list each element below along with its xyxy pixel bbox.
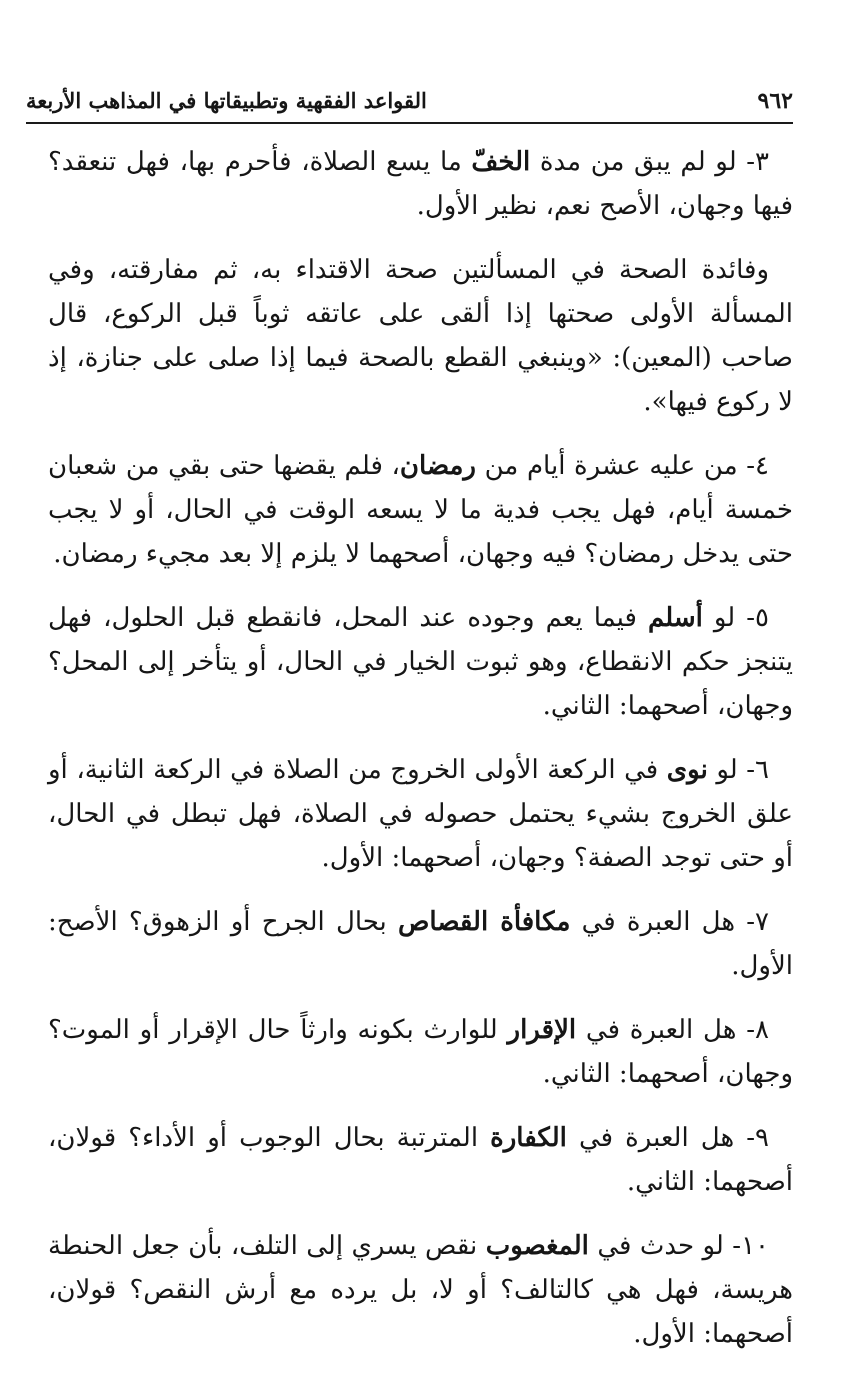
paragraph-commentary: وفائدة الصحة في المسألتين صحة الاقتداء به، ثم مفارقته، وفي المسألة الأولى صحتها إذا ألقى على عاتقه ثوباً قبل الركوع، قال صاحب (المعين): «وينبغي القطع بالصحة فيما إذا صلى على جنازة، إذ لا ركوع فيها». (48, 255, 793, 417)
keyword: أسلم (647, 603, 703, 633)
keyword: الكفارة (490, 1123, 567, 1153)
paragraph-item-7: ٧- هل العبرة في مكافأة القصاص بحال الجرح أو الزهوق؟ الأصح: الأول. (48, 907, 793, 981)
paragraph-item-9: ٩- هل العبرة في الكفارة المترتبة بحال الوجوب أو الأداء؟ قولان، أصحهما: الثاني. (48, 1123, 793, 1197)
paragraph-item-6: ٦- لو نوى في الركعة الأولى الخروج من الصلاة في الركعة الثانية، أو علق الخروج بشيء يحتمل حصوله في الصلاة، فهل تبطل في الحال، أو حتى توجد الصفة؟ وجهان، أصحهما: الأول. (48, 755, 793, 873)
keyword: الإقرار (507, 1015, 577, 1045)
paragraph-item-10: ١٠- لو حدث في المغصوب نقص يسري إلى التلف، بأن جعل الحنطة هريسة، فهل هي كالتالف؟ أو لا، بل يرده مع أرش النقص؟ قولان، أصحهما: الأول. (48, 1231, 793, 1349)
running-title: القواعد الفقهية وتطبيقاتها في المذاهب الأربعة (26, 88, 427, 113)
body-text (48, 140, 793, 1376)
paragraph-item-5: ٥- لو أسلم فيما يعم وجوده عند المحل، فانقطع قبل الحلول، فهل يتنجز حكم الانقطاع، وهو ثبوت الخيار في الحال، أو يتأخر إلى المحل؟ وجهان، أصحهما: الثاني. (48, 603, 793, 721)
keyword: المغصوب (485, 1231, 589, 1261)
paragraph-item-8: ٨- هل العبرة في الإقرار للوارث بكونه وارثاً حال الإقرار أو الموت؟ وجهان، أصحهما: الثاني. (48, 1015, 793, 1089)
keyword: رمضان (399, 451, 476, 481)
keyword: مكافأة القصاص (398, 907, 571, 937)
page-number: ٩٦٢ (757, 88, 793, 114)
keyword: نوى (666, 755, 708, 785)
paragraph-item-4: ٤- من عليه عشرة أيام من رمضان، فلم يقضها حتى بقي من شعبان خمسة أيام، فهل يجب فدية ما لا يسعه الوقت في الحال، أو لا يجب حتى يدخل رمضان؟ فيه وجهان، أصحهما لا يلزم إلا بعد مجيء رمضان. (48, 451, 793, 569)
paragraph-item-3: ٣- لو لم يبق من مدة الخفّ ما يسع الصلاة، فأحرم بها، فهل تنعقد؟ فيها وجهان، الأصح نعم، نظير الأول. (48, 147, 793, 221)
keyword: الخفّ (471, 147, 531, 177)
running-header (26, 82, 793, 124)
